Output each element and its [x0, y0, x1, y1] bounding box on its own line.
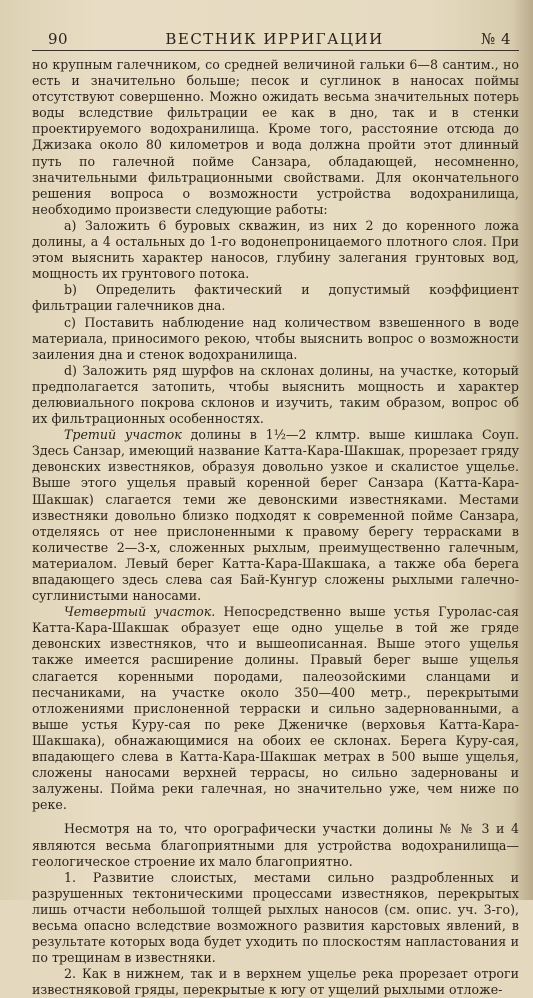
paragraph-intro: но крупным галечником, со средней величиной гальки 6—8 сантим., но есть и значительно больше; песок и суглинок в наносах поймы отсутствуют совершенно. Можно ожидать весьма значительных потерь воды вследствие фильтрации ее как в дно, так и в стенки проектируемого водохранилища. Кроме того, расстояние отсюда до Джизака около 80 километров и вода должна пройти этот длинный путь по галечной пойме Санзара, обладающей, несомненно, значительными фильтрационными свойствами. Для окончательного решения вопроса о возможности устройства водохранилища, необходимо произвести следующие работы: — [32, 57, 519, 217]
work-item-a: a) Заложить 6 буровых скважин, из них 2 до коренного ложа долины, а 4 остальных до 1-го водонепроницаемого плотного слоя. При этом выяснить характер наносов, глубину залегания грунтовых вод, мощность их грунтового потока. — [32, 217, 519, 282]
page-header — [32, 30, 519, 51]
section-text-third: долины в 1½—2 клмтр. выше кишлака Соуп. Здесь Санзар, имеющий название Катта-Кара-Шакшак, прорезает гряду девонских известняков, образуя довольно узкое и скалистое ущелье. Выше этого ущелья правый коренной берег Санзара (Катта-Кара-Шакшак) слагается теми же девонскими известняками. Местами известняки довольно близко подходят к современной пойме Санзара, отделяясь от нее прислоненными к правому берегу террасками в количестве 2—3-х, сложенных рыхлым, преимущественно галечным, материалом. Левый берег Катта-Кара-Шакшака, а также оба берега впадающего здесь слева сая Бай-Кунгур сложены рыхлыми галечно-суглинистыми наносами. — [32, 427, 519, 604]
section-text-fourth: Непосредственно выше устья Гуролас-сая Катта-Кара-Шакшак образует еще одно ущелье в той же гряде девонских известняков, что и вышеописанная. Выше этого ущелья также имеется расширение долины. Правый берег выше ущелья слагается коренными породами, палеозойскими сланцами и песчаниками, на участке около 350—400 метр., перекрытыми отложениями прислоненной терраски и сильно задернованными, а выше устья Куру-сая по реке Дженичке (верховья Катта-Кара-Шакшака), обнажающимися на обоих ее склонах. Берега Куру-сая, впадающего слева в Катта-Кара-Шакшак метрах в 500 выше ущелья, сложены наносами верхней террасы, но сильно задернованы и залужены. Пойма реки галечная, но значительно уже, чем ниже по реке. — [32, 604, 519, 813]
page-number: 90 — [48, 30, 69, 48]
section-heading-third: Третий участок — [64, 427, 182, 443]
issue-number: № 4 — [480, 30, 511, 48]
section-heading-fourth: Четвертый участок. — [64, 604, 216, 620]
paragraph-conclusion: Несмотря на то, что орографически участки долины № № 3 и 4 являются весьма благоприятными для устройства водохранилища—геологическое строение их мало благоприятно. — [32, 821, 519, 869]
work-item-d: d) Заложить ряд шурфов на склонах долины, на участке, который предполагается затопить, чтобы выяснить мощность и характер делювиального покрова склонов и изучить, таким образом, вопрос об их фильтрационных особенностях. — [32, 362, 519, 427]
work-item-b: b) Определить фактический и допустимый коэффициент фильтрации галечников дна. — [32, 282, 519, 314]
journal-title: ВЕСТНИК ИРРИГАЦИИ — [165, 30, 384, 48]
article-body — [32, 57, 519, 998]
numbered-item-1: 1. Развитие слоистых, местами сильно раздробленных и разрушенных тектоническими процессами известняков, перекрытых лишь отчасти небольшой толщей рыхлых наносов (см. опис. уч. 3-го), весьма опасно вследствие возможного развития карстовых явлений, в результате которых вода будет уходить по плоскостям напластования и по трещинам в известняки. — [32, 869, 519, 966]
section-third-site — [32, 427, 519, 604]
numbered-item-2: 2. Как в нижнем, так и в верхнем ущелье река прорезает отроги известняковой гряды, перекрытые к югу от ущелий рыхлыми отложе- — [32, 966, 519, 998]
work-item-c: c) Поставить наблюдение над количеством взвешенного в воде материала, приносимого рекою, чтобы выяснить вопрос о возможности заиления дна и стенок водохранилища. — [32, 314, 519, 362]
section-fourth-site — [32, 604, 519, 813]
